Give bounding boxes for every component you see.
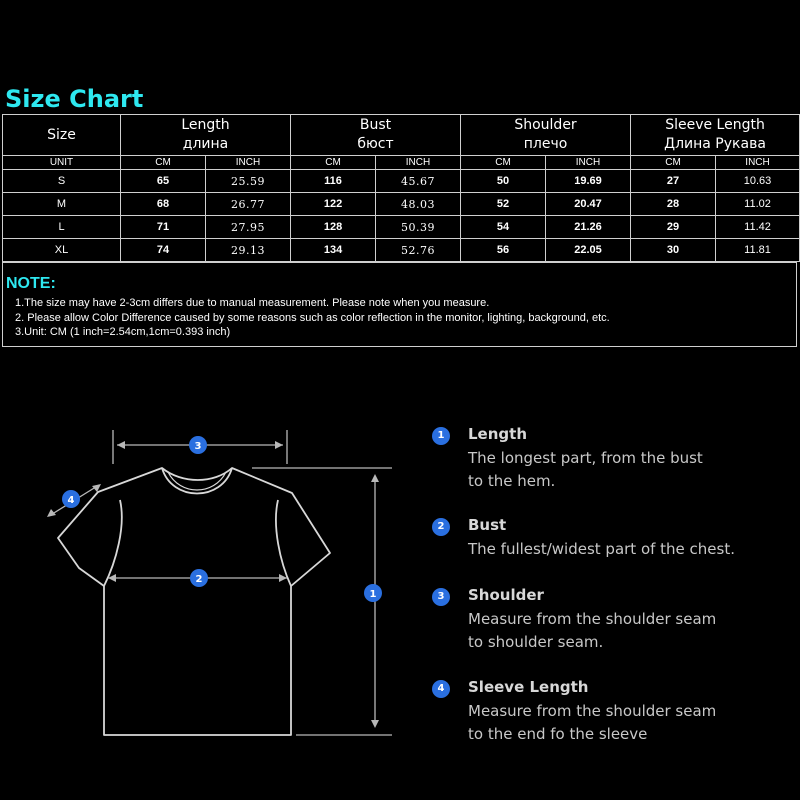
table-cell: 50 xyxy=(461,170,546,193)
marker-3 xyxy=(189,436,207,454)
table-cell: 21.26 xyxy=(546,216,631,239)
table-cell: 52.76 xyxy=(376,239,461,262)
badge-2: 2 xyxy=(432,518,450,536)
table-cell: 30 xyxy=(631,239,716,262)
table-cell: 27 xyxy=(631,170,716,193)
marker-1 xyxy=(364,584,382,602)
size-cell: S xyxy=(3,170,121,193)
table-cell: 28 xyxy=(631,193,716,216)
svg-text:3: 3 xyxy=(194,441,202,452)
table-cell: 48.03 xyxy=(376,193,461,216)
legend-description: Measure from the shoulder seam to the end fo the sleeve xyxy=(468,702,717,743)
legend-description: The fullest/widest part of the chest. xyxy=(468,540,736,558)
size-table xyxy=(2,114,800,262)
table-cell: 11.42 xyxy=(716,216,800,239)
note-line: 2. Please allow Color Difference caused by some reasons such as color reflection in the monitor, lighting, background, etc. xyxy=(15,312,610,324)
badge-4: 4 xyxy=(432,680,450,698)
size-cell: XL xyxy=(3,239,121,262)
size-cell: M xyxy=(3,193,121,216)
tshirt-left-sleeve-seam xyxy=(104,500,122,586)
table-cell: 65 xyxy=(121,170,206,193)
unit-cm: CM xyxy=(461,156,546,170)
table-cell: 128 xyxy=(291,216,376,239)
table-cell: 54 xyxy=(461,216,546,239)
table-cell: 52 xyxy=(461,193,546,216)
unit-inch: INCH xyxy=(206,156,291,170)
table-cell: 122 xyxy=(291,193,376,216)
unit-inch: INCH xyxy=(716,156,800,170)
legend-title: Sleeve Length xyxy=(468,678,589,696)
table-row xyxy=(3,193,800,216)
table-cell: 29 xyxy=(631,216,716,239)
table-header-row xyxy=(3,115,800,156)
table-row xyxy=(3,216,800,239)
column-header-sleeve-length: Sleeve Length Длина Рукава xyxy=(631,115,800,156)
column-header-bust: Bust бюст xyxy=(291,115,461,156)
table-cell: 68 xyxy=(121,193,206,216)
tshirt-outline xyxy=(58,468,330,735)
table-cell: 10.63 xyxy=(716,170,800,193)
arrow-head xyxy=(275,441,283,449)
table-cell: 71 xyxy=(121,216,206,239)
note-line: 3.Unit: CM (1 inch=2.54cm,1cm=0.393 inch) xyxy=(15,326,231,338)
table-cell: 29.13 xyxy=(206,239,291,262)
table-cell: 27.95 xyxy=(206,216,291,239)
legend-title: Bust xyxy=(468,516,507,534)
table-row xyxy=(3,239,800,262)
legend-description: The longest part, from the bust to the hem. xyxy=(468,449,703,490)
table-cell: 11.81 xyxy=(716,239,800,262)
note-box xyxy=(2,262,797,347)
column-header-shoulder: Shoulder плечо xyxy=(461,115,631,156)
arrow-head xyxy=(117,441,125,449)
badge-1: 1 xyxy=(432,427,450,445)
arrow-head xyxy=(371,474,379,482)
arrow-head xyxy=(371,720,379,728)
size-cell: L xyxy=(3,216,121,239)
tshirt-right-sleeve-seam xyxy=(276,500,291,586)
table-cell: 45.67 xyxy=(376,170,461,193)
table-cell: 25.59 xyxy=(206,170,291,193)
table-cell: 20.47 xyxy=(546,193,631,216)
unit-row xyxy=(3,156,800,170)
marker-4 xyxy=(62,490,80,508)
unit-label: UNIT xyxy=(3,156,121,170)
table-cell: 26.77 xyxy=(206,193,291,216)
legend-title: Shoulder xyxy=(468,586,544,604)
unit-inch: INCH xyxy=(546,156,631,170)
table-cell: 19.69 xyxy=(546,170,631,193)
unit-cm: CM xyxy=(121,156,206,170)
page-title: Size Chart xyxy=(5,85,144,113)
legend-title: Length xyxy=(468,425,527,443)
table-row xyxy=(3,170,800,193)
unit-cm: CM xyxy=(631,156,716,170)
table-cell: 74 xyxy=(121,239,206,262)
table-cell: 50.39 xyxy=(376,216,461,239)
legend-description: Measure from the shoulder seam to shoulder seam. xyxy=(468,610,717,651)
svg-text:1: 1 xyxy=(369,589,377,600)
tshirt-diagram xyxy=(0,400,420,760)
svg-text:2: 2 xyxy=(195,574,203,585)
table-cell: 11.02 xyxy=(716,193,800,216)
badge-3: 3 xyxy=(432,588,450,606)
size-header: Size xyxy=(3,115,121,156)
unit-cm: CM xyxy=(291,156,376,170)
svg-text:4: 4 xyxy=(67,495,75,506)
table-cell: 56 xyxy=(461,239,546,262)
unit-inch: INCH xyxy=(376,156,461,170)
note-title: NOTE: xyxy=(6,275,56,292)
table-cell: 22.05 xyxy=(546,239,631,262)
column-header-length: Length длина xyxy=(121,115,291,156)
table-cell: 134 xyxy=(291,239,376,262)
marker-2 xyxy=(190,569,208,587)
table-cell: 116 xyxy=(291,170,376,193)
note-line: 1.The size may have 2-3cm differs due to manual measurement. Please note when you measure. xyxy=(15,297,490,309)
